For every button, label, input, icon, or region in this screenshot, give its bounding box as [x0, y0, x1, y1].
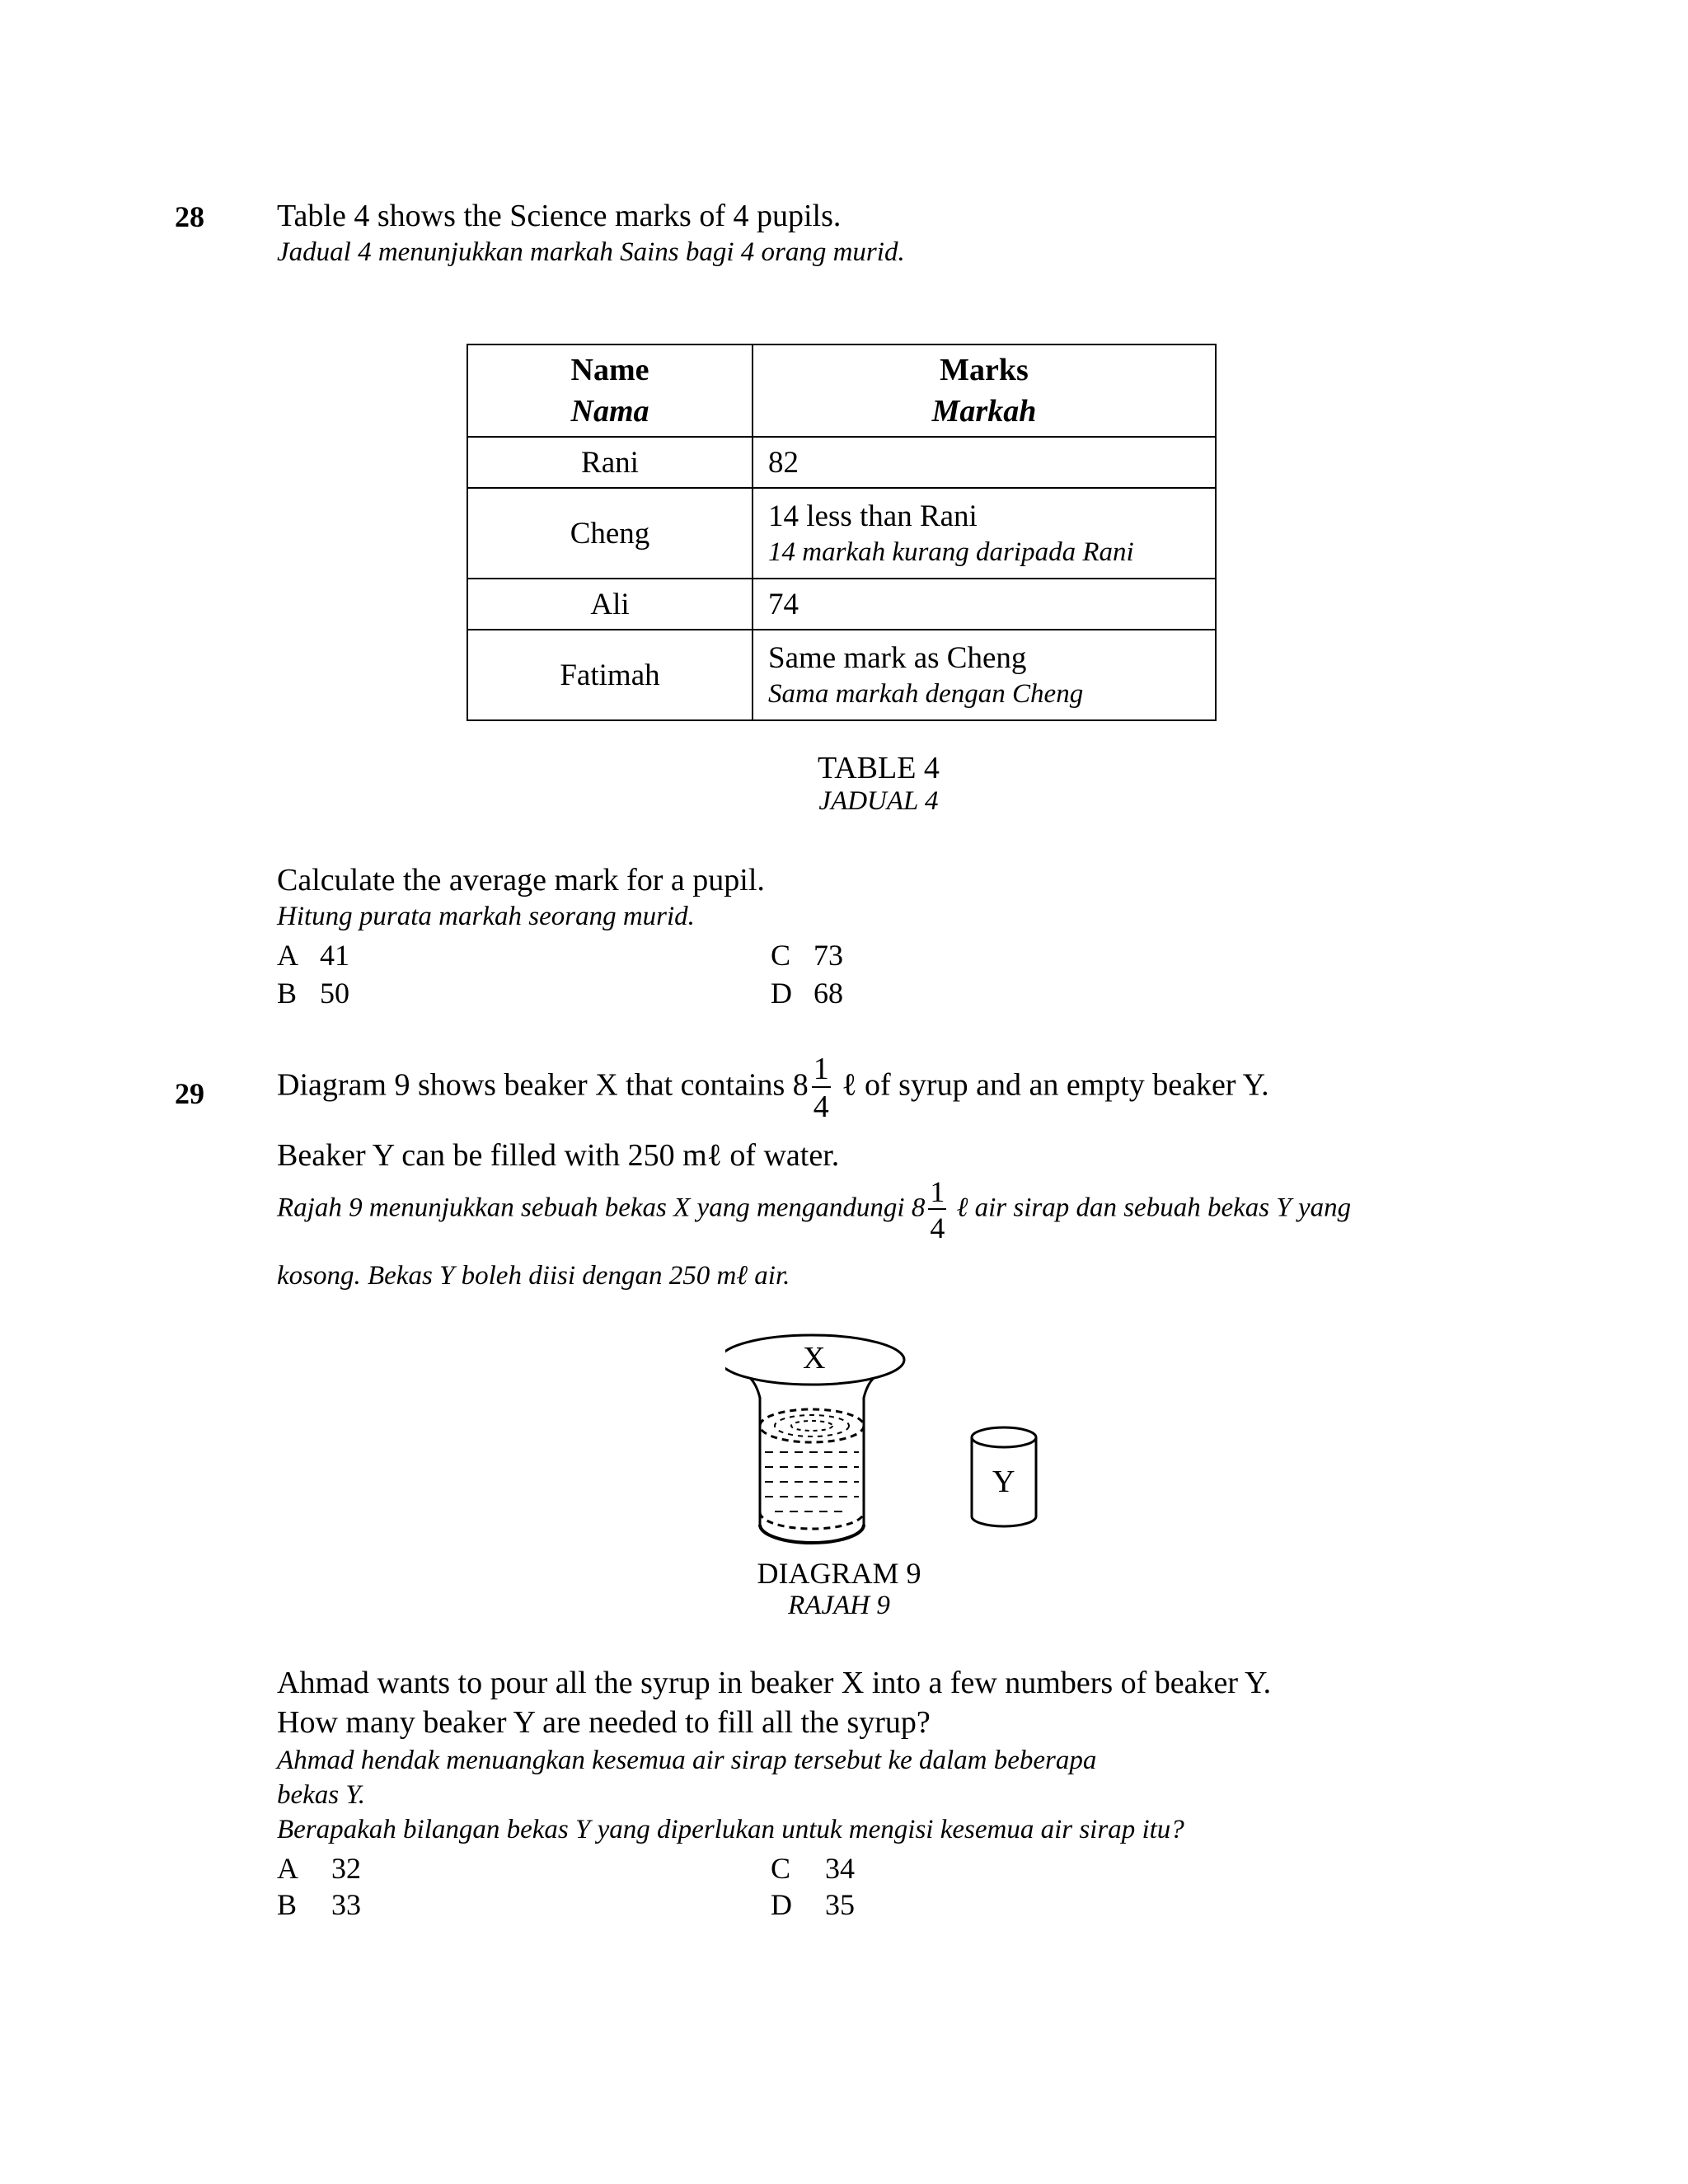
q28-option-b[interactable]	[277, 976, 349, 1010]
q29-question-ms-2: bekas Y.	[277, 1780, 365, 1810]
option-letter: B	[277, 977, 298, 1010]
q29-option-b[interactable]	[277, 1887, 361, 1922]
q28-option-d[interactable]	[771, 976, 843, 1010]
option-letter: D	[771, 977, 792, 1010]
table-row	[467, 630, 1216, 720]
q29-line2-ms: kosong. Bekas Y boleh diisi dengan 250 mℓ air.	[277, 1261, 790, 1291]
fraction-denominator: 4	[813, 1090, 829, 1124]
q29-line1-after: ℓ of syrup and an empty beaker Y.	[833, 1067, 1269, 1103]
diagram-caption-en: DIAGRAM 9	[757, 1557, 921, 1590]
row-mark	[753, 488, 1216, 579]
fraction-numerator: 1	[930, 1175, 945, 1208]
q29-line1-ms	[277, 1177, 1351, 1243]
table-header-row	[467, 344, 1216, 437]
question-number-28: 28	[175, 200, 204, 233]
q29-option-a[interactable]	[277, 1851, 361, 1886]
option-letter: C	[771, 939, 791, 972]
option-letter: A	[277, 939, 298, 972]
row-mark-en: Same mark as Cheng	[768, 641, 1027, 675]
row-name: Fatimah	[467, 630, 753, 720]
q28-intro-ms: Jadual 4 menunjukkan markah Sains bagi 4 orang murid.	[277, 237, 905, 267]
option-value: 33	[331, 1888, 361, 1921]
table-row	[467, 579, 1216, 630]
row-mark	[753, 630, 1216, 720]
table-caption-ms: JADUAL 4	[818, 786, 939, 816]
table-caption-en: TABLE 4	[818, 751, 940, 785]
q28-question-ms: Hitung purata markah seorang murid.	[277, 902, 695, 931]
row-mark-ms: Sama markah dengan Cheng	[768, 679, 1084, 709]
option-value: 32	[331, 1852, 361, 1885]
option-value: 68	[814, 977, 843, 1010]
q29-ms-before: Rajah 9 menunjukkan sebuah bekas X yang mengandungi 8	[277, 1193, 926, 1223]
table-row	[467, 437, 1216, 488]
question-number-29: 29	[175, 1077, 204, 1110]
table-caption	[714, 750, 1043, 817]
option-letter: C	[771, 1852, 791, 1885]
option-value: 41	[320, 939, 349, 972]
row-mark-en: 14 less than Rani	[768, 499, 978, 533]
option-value: 50	[320, 977, 349, 1010]
header-name-ms: Nama	[570, 394, 649, 429]
option-letter: D	[771, 1888, 792, 1921]
option-value: 73	[814, 939, 843, 972]
beaker-x-label: X	[803, 1341, 826, 1376]
q29-question-en-2: How many beaker Y are needed to fill all the syrup?	[277, 1705, 931, 1740]
row-name: Rani	[467, 437, 753, 488]
q29-question-ms-1: Ahmad hendak menuangkan kesemua air sirap tersebut ke dalam beberapa	[277, 1746, 1097, 1775]
table-row	[467, 488, 1216, 579]
fraction-numerator: 1	[813, 1052, 829, 1086]
row-mark-ms: 14 markah kurang daripada Rani	[768, 537, 1134, 567]
row-mark-en: 74	[768, 587, 799, 621]
q28-option-a[interactable]	[277, 938, 349, 972]
q29-ms-after: ℓ air sirap dan sebuah bekas Y yang	[950, 1193, 1352, 1223]
option-value: 35	[825, 1888, 855, 1921]
q29-option-d[interactable]	[771, 1887, 855, 1922]
header-name	[467, 344, 753, 437]
q28-question-en: Calculate the average mark for a pupil.	[277, 863, 765, 898]
fraction-denominator: 4	[930, 1212, 945, 1244]
row-mark	[753, 437, 1216, 488]
q29-line2-en: Beaker Y can be filled with 250 mℓ of water.	[277, 1138, 840, 1173]
q28-intro-en: Table 4 shows the Science marks of 4 pupils.	[277, 199, 842, 233]
beaker-y-label: Y	[992, 1465, 1015, 1499]
q29-line1-en	[277, 1053, 1269, 1122]
beaker-diagram	[725, 1319, 1055, 1558]
option-letter: A	[277, 1852, 298, 1885]
q28-option-c[interactable]	[771, 938, 843, 972]
option-value: 34	[825, 1852, 855, 1885]
q29-option-c[interactable]	[771, 1851, 855, 1886]
row-name: Ali	[467, 579, 753, 630]
header-marks-ms: Markah	[931, 394, 1037, 429]
q29-question-ms-3: Berapakah bilangan bekas Y yang diperlukan untuk mengisi kesemua air sirap itu?	[277, 1815, 1184, 1844]
marks-table	[467, 344, 1217, 721]
diagram-caption	[674, 1556, 1004, 1621]
fraction	[928, 1177, 946, 1243]
header-marks	[753, 344, 1216, 437]
option-letter: B	[277, 1888, 298, 1921]
row-name: Cheng	[467, 488, 753, 579]
q29-question-en-1: Ahmad wants to pour all the syrup in beaker X into a few numbers of beaker Y.	[277, 1666, 1272, 1700]
diagram-caption-ms: RAJAH 9	[788, 1591, 890, 1620]
row-mark	[753, 579, 1216, 630]
q29-line1-before: Diagram 9 shows beaker X that contains 8	[277, 1067, 809, 1103]
fraction	[812, 1053, 831, 1122]
header-marks-en: Marks	[940, 353, 1029, 387]
row-mark-en: 82	[768, 445, 799, 480]
header-name-en: Name	[570, 353, 649, 387]
